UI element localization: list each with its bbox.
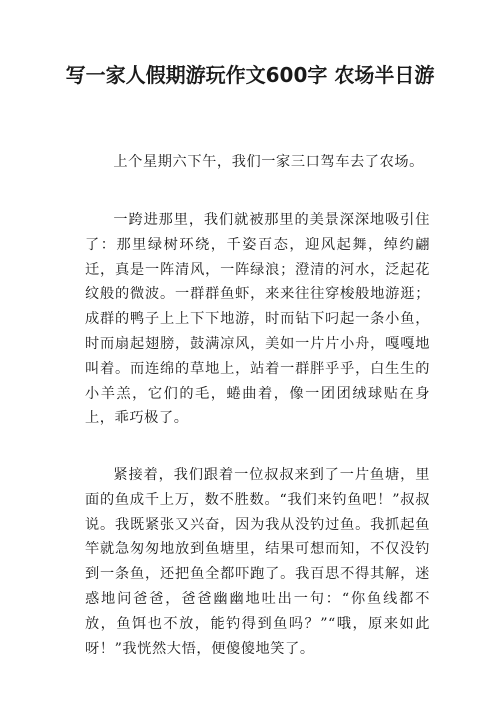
paragraph-3: 紧接着，我们跟着一位叔叔来到了一片鱼塘，里面的鱼成千上万，数不胜数。“我们来钓鱼吧！”叔叔说。我既紧张又兴奋，因为我从没钓过鱼。我抓起鱼竿就急匆匆地放到鱼塘里，结果可想而知，不仅没钓到一条鱼，还把鱼全都吓跑了。我百思不得其解，迷惑地问爸爸，爸爸幽幽地吐出一句：“你鱼线都不放，鱼饵也不放，能钓得到鱼吗？”“哦，原来如此呀！”我恍然大悟，便傻傻地笑了。 (85, 467, 430, 657)
paragraph-2: 一跨进那里，我们就被那里的美景深深地吸引住了：那里绿树环绕，千姿百态，迎风起舞，绰约翩迁，真是一阵清风，一阵绿浪；澄清的河水，泛起花纹般的微波。一群群鱼虾，来来往往穿梭般地游逛；成群的鸭子上上下下地游，时而钻下叼起一条小鱼，时而扇起翅膀，鼓满凉风，美如一片片小舟，嘎嘎地叫着。而连绵的草地上，站着一群胖乎乎，白生生的小羊羔，它们的毛，蜷曲着，像一团团绒球贴在身上，乖巧极了。 (85, 212, 430, 427)
document-title: 写一家人假期游玩作文600字 农场半日游 (65, 63, 435, 87)
paragraph-1: 上个星期六下午，我们一家三口驾车去了农场。 (113, 154, 424, 170)
